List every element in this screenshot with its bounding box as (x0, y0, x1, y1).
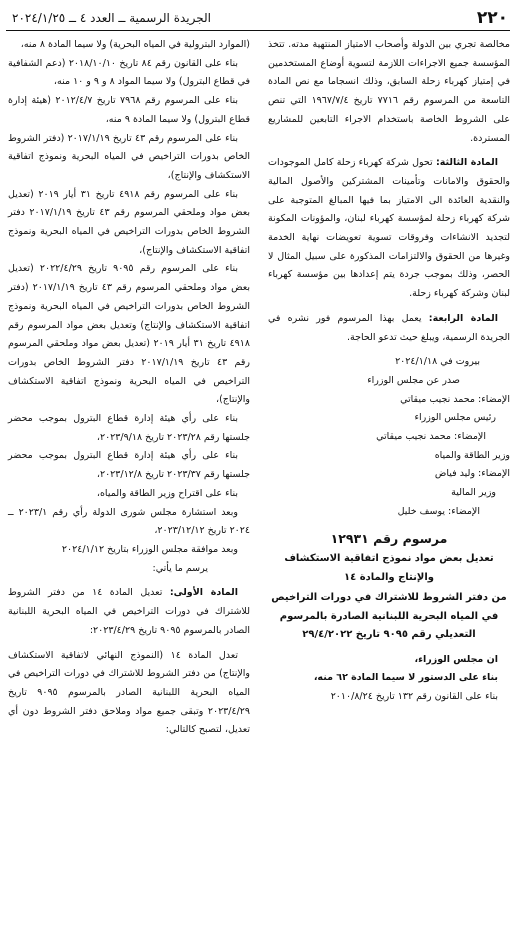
article-four-text: يعمل بهذا المرسوم فور نشره في الجريدة الرسمية، ويبلغ حيث تدعو الحاجة. (268, 312, 510, 343)
paragraph-law-132-cont: (الموارد البترولية في المياه البحرية) ولا سيما المادة ٨ منه، (20, 39, 250, 50)
signature-energy-minister: الإمضاء: وليد فياض (434, 468, 510, 480)
paragraph-decree-7968: بناء على المرسوم رقم ٧٩٦٨ تاريخ ٢٠١٢/٤/٧ (هيئة إدارة قطاع البترول) ولا سيما المادة ٩ منه، (8, 95, 250, 125)
prime-minister-title: رئيس مجلس الوزراء (414, 412, 496, 424)
article-one-label: المادة الأولى: (169, 587, 239, 599)
paragraph-law-84: بناء على القانون رقم ٨٤ تاريخ ٢٠١٨/١٠/١٠ (دعم الشفافية في قطاع البترول) ولا سيما المواد ٨ و ٩ و ١٠ منه، (8, 57, 250, 88)
finance-minister-title: وزير المالية (451, 487, 496, 499)
signature-president: الإمضاء: محمد نجيب ميقاتي (400, 393, 510, 405)
paragraph-opinion-28: بناء على رأي هيئة إدارة قطاع البترول بموجب محضر جلستها رقم ٢٠٢٣/٢٨ تاريخ ٢٠٢٣/٩/١٨، (8, 413, 250, 443)
gazette-issue-title: الجريدة الرسمية ــ العدد ٤ ــ ٢٠٢٤/١/٢٥ (12, 11, 211, 25)
council-line: ان مجلس الوزراء، (414, 653, 498, 665)
paragraph-decree-4918: بناء على المرسوم رقم ٤٩١٨ تاريخ ٣١ أيار ٢٠١٩ (تعديل بعض مواد وملحقي المرسوم رقم ٤٣ تاريخ ٢٠١٧/١/١٩ دفتر الشروط الخاص بدورات التراخيص في المياه البحرية ونموذج اتفاقية الاستكشاف والإنتاج)، (8, 188, 251, 256)
law-132-line: بناء على القانون رقم ١٣٢ تاريخ ٢٠١٠/٨/٢٤ (330, 691, 498, 703)
decree-subtitle-2: من دفتر الشروط للاشتراك في دورات التراخيص في المياه البحرية اللبنانية الصادرة بالمرسوم التعديلي رقم ٩٠٩٥ تاريخ ٢٩/٤/٢٠٢٢ (271, 592, 507, 641)
article-three (268, 154, 510, 304)
paragraph-proposal: بناء على اقتراح وزير الطاقة والمياه، (96, 487, 238, 499)
paragraph-cabinet-approval: وبعد موافقة مجلس الوزراء بتاريخ ٢٠٢٤/١/١٢ (61, 543, 238, 555)
signature-finance-minister: الإمضاء: يوسف خليل (397, 505, 480, 517)
paragraph-decree-43: بناء على المرسوم رقم ٤٣ تاريخ ٢٠١٧/١/١٩ (دفتر الشروط الخاص بدورات التراخيص في المياه البحرية ونموذج اتفاقية الاستكشاف والإنتاج)، (8, 132, 250, 181)
energy-minister-title: وزير الطاقة والمياه (434, 449, 510, 461)
paragraph-opinion-37: بناء على رأي هيئة إدارة قطاع البترول بموجب محضر جلستها رقم ٢٠٢٣/٣٧ تاريخ ٢٠٢٣/١٢/٨، (8, 450, 250, 481)
article-three-text: تحول شركة كهرباء زحلة كامل الموجودات والحقوق والامانات وتأمينات المشتركين والأصول المالية والنقدية العائدة الى الامتياز بما فيها المبالغ المتوجبة على شركة كهرباء زحلة لمؤسسة كهرباء لبنان، والمؤونات المكونة لتجديد الانشاءات وفروقات تسوية تعويضات نهاية الخدمة وغيرها من الحقوق والالتزامات المذكورة على سبيل المثال لا الحصر، وذلك بموجب جردة يتم إعدادها بين مؤسسة كهرباء لبنان وشركة كهرباء زحلة. (268, 157, 510, 300)
decree-subtitle-1: تعديل بعض مواد نموذج اتفاقية الاستكشاف والإنتاج والمادة ١٤ (284, 553, 494, 583)
page-number: ٢٢٠ (476, 8, 508, 28)
signature-prime-minister: الإمضاء: محمد نجيب ميقاتي (376, 431, 486, 443)
article-three-label: المادة الثالثة: (435, 157, 498, 169)
article-four-label: المادة الرابعة: (428, 312, 498, 324)
article-one (8, 584, 250, 640)
paragraph-article-14: تعدل المادة ١٤ (النموذج النهائي لاتفاقية الاستكشاف والإنتاج) من دفتر الشروط للاشتراك في دورات التراخيص في المياه البحرية اللبنانية الصادر بالمرسوم ٩٠٩٥ تاريخ ٢٠٢٣/٤/٢٩ وتبقى جميع مواد وملاحق دفتر الشروط دون أي تعديل، لتصبح كالتالي: (8, 649, 250, 736)
page-header (6, 6, 510, 31)
right-column (268, 36, 510, 707)
issue-date: بيروت في ٢٠٢٤/١/١٨ (395, 356, 480, 368)
decree-enactment: يرسم ما يأتي: (152, 562, 208, 574)
paragraph-settlement: مخالصة تجري بين الدولة وأصحاب الامتياز المنتهية مدته. تتخذ المؤسسة جميع الاجراءات اللازمة لتسوية أوضاع المستخدمين في إمتياز كهرباء زحلة السابق، وذلك انسجاما مع نص المادة التاسعة من المرسوم رقم ٧٧١٦ تاريخ ١٩٦٧/٧/٤ التي تنص على الشروط الخاصة باستخدام الاجراء التابعين للمشاريع المستردة. (268, 39, 510, 144)
left-column (8, 36, 250, 740)
paragraph-decree-9095: بناء على المرسوم رقم ٩٠٩٥ تاريخ ٢٠٢٢/٤/٢٩ (تعديل بعض مواد وملحقي المرسوم رقم ٤٣ تاريخ ٢٠١٧/١/١٩ (دفتر الشروط الخاص بدورات التراخيص في المياه البحرية ونموذج اتفاقية الاستكشاف والإنتاج) وتعديل بعض مواد المرسوم رقم ٤٩١٨ تاريخ ٣١ أيار ٢٠١٩ (تعديل بعض مواد وملحقي المرسوم رقم ٤٣ تاريخ ٢٠١٧/١/١٩ دفتر الشروط الخاص بدورات التراخيص في المياه البحرية ونموذج اتفاقية الاستكشاف والإنتاج)، (8, 263, 250, 406)
article-four (268, 310, 510, 347)
issued-by: صدر عن مجلس الوزراء (367, 374, 460, 386)
decree-title: مرسوم رقم ١٢٩٣١ (330, 530, 448, 546)
constitution-line: بناء على الدستور لا سيما المادة ٦٢ منه، (313, 672, 498, 684)
article-one-text: تعديل المادة ١٤ من دفتر الشروط للاشتراك في دورات التراخيص في المياه البحرية اللبنانية الصادر بالمرسوم ٩٠٩٥ تاريخ ٢٠٢٣/٤/٢٩: (8, 587, 250, 636)
paragraph-state-council: وبعد استشارة مجلس شورى الدولة رأي رقم ٢٠٢٣/١ ــ ٢٠٢٤ تاريخ ٢٠٢٣/١٢/١٢، (8, 506, 250, 537)
